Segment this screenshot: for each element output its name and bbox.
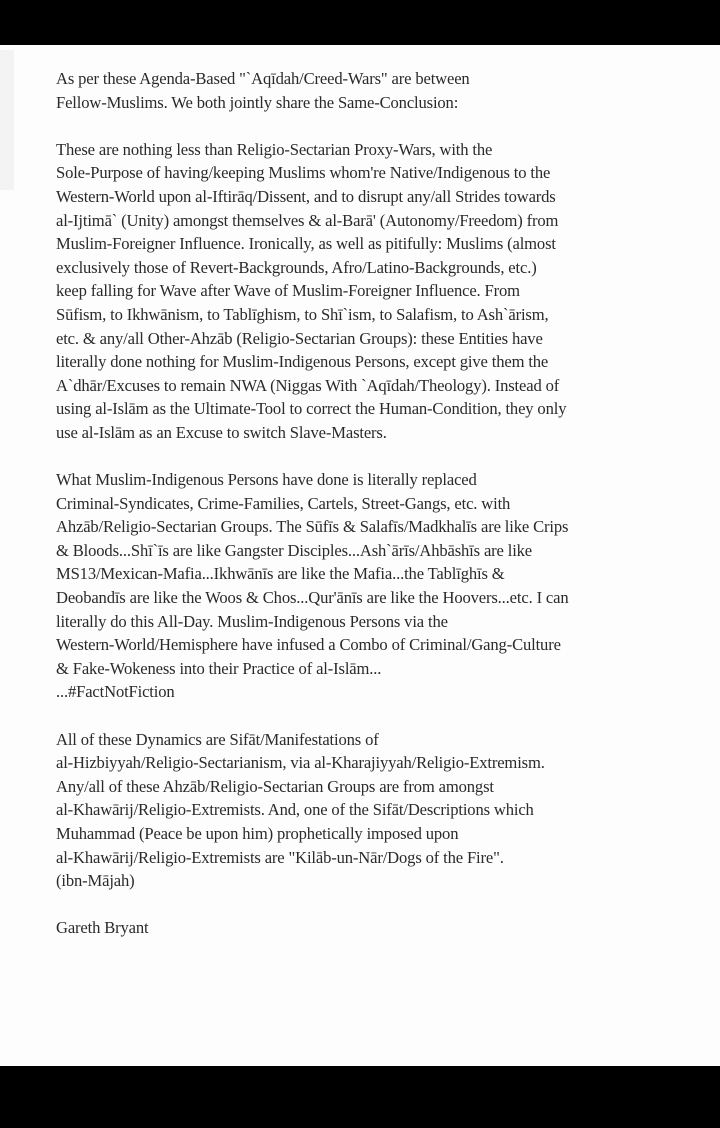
text-line: Ahzāb/Religio-Sectarian Groups. The Sūfīs & Salafīs/Madkhalīs are like Crips: [56, 517, 569, 537]
left-edge-strip: [0, 50, 14, 190]
paragraph-proxy-wars: [56, 138, 716, 445]
top-black-bar: [0, 0, 720, 45]
citation-line: (ibn-Mājah): [56, 871, 135, 891]
text-line: As per these Agenda-Based "`Aqīdah/Creed-Wars" are between: [56, 69, 470, 88]
text-line: MS13/Mexican-Mafia...Ikhwānīs are like the Mafia...the Tablīghīs &: [56, 564, 505, 584]
text-line: exclusively those of Revert-Backgrounds, Afro/Latino-Backgrounds, etc.): [56, 257, 537, 277]
text-line: literally do this All-Day. Muslim-Indigenous Persons via the: [56, 611, 448, 631]
text-line: Any/all of these Ahzāb/Religio-Sectarian Groups are from amongst: [56, 776, 494, 796]
text-line: Muslim-Foreigner Influence. Ironically, as well as pitifully: Muslims (almost: [56, 234, 556, 254]
author-signature: Gareth Bryant: [56, 918, 149, 938]
text-line: al-Ijtimā` (Unity) amongst themselves & al-Barā' (Autonomy/Freedom) from: [56, 210, 559, 230]
text-line: What Muslim-Indigenous Persons have done is literally replaced: [56, 470, 477, 490]
text-line: & Fake-Wokeness into their Practice of al-Islām...: [56, 658, 382, 678]
paragraph-intro: [56, 67, 716, 114]
text-line: A`dhār/Excuses to remain NWA (Niggas With `Aqīdah/Theology). Instead of: [56, 375, 560, 395]
text-line: al-Khawārij/Religio-Extremists. And, one of the Sifāt/Descriptions which: [56, 800, 534, 820]
text-line: Muhammad (Peace be upon him) prophetically imposed upon: [56, 824, 459, 843]
paragraph-dynamics: [56, 728, 716, 893]
text-line: al-Hizbiyyah/Religio-Sectarianism, via al-Kharajiyyah/Religio-Extremism.: [56, 753, 545, 773]
document-page: [0, 45, 720, 1066]
document-body: [56, 67, 716, 964]
hashtag-line: ...#FactNotFiction: [56, 682, 175, 702]
text-line: Criminal-Syndicates, Crime-Families, Cartels, Street-Gangs, etc. with: [56, 493, 511, 513]
text-line: & Bloods...Shī`īs are like Gangster Disciples...Ash`ārīs/Ahbāshīs are like: [56, 540, 533, 560]
paragraph-groups-comparison: [56, 468, 716, 704]
text-line: etc. & any/all Other-Ahzāb (Religio-Sectarian Groups): these Entities have: [56, 328, 543, 348]
text-line: Deobandīs are like the Woos & Chos...Qur'ānīs are like the Hoovers...etc. I can: [56, 588, 569, 608]
text-line: using al-Islām as the Ultimate-Tool to correct the Human-Condition, they only: [56, 399, 567, 419]
text-line: use al-Islām as an Excuse to switch Slave-Masters.: [56, 422, 387, 442]
text-line: Sūfism, to Ikhwānism, to Tablīghism, to Shī`ism, to Salafism, to Ash`ārism,: [56, 304, 549, 324]
text-line: These are nothing less than Religio-Sectarian Proxy-Wars, with the: [56, 139, 493, 159]
text-line: Western-World upon al-Iftirāq/Dissent, and to disrupt any/all Strides towards: [56, 186, 556, 206]
text-line: keep falling for Wave after Wave of Muslim-Foreigner Influence. From: [56, 281, 520, 301]
text-line: literally done nothing for Muslim-Indigenous Persons, except give them the: [56, 352, 549, 372]
text-line: Fellow-Muslims. We both jointly share the Same-Conclusion:: [56, 92, 459, 112]
text-line: All of these Dynamics are Sifāt/Manifestations of: [56, 729, 379, 749]
bottom-black-bar: [0, 1066, 720, 1128]
text-line: Western-World/Hemisphere have infused a Combo of Criminal/Gang-Culture: [56, 635, 561, 655]
text-line: al-Khawārij/Religio-Extremists are "Kilāb-un-Nār/Dogs of the Fire".: [56, 847, 504, 867]
text-line: Sole-Purpose of having/keeping Muslims whom're Native/Indigenous to the: [56, 163, 551, 183]
